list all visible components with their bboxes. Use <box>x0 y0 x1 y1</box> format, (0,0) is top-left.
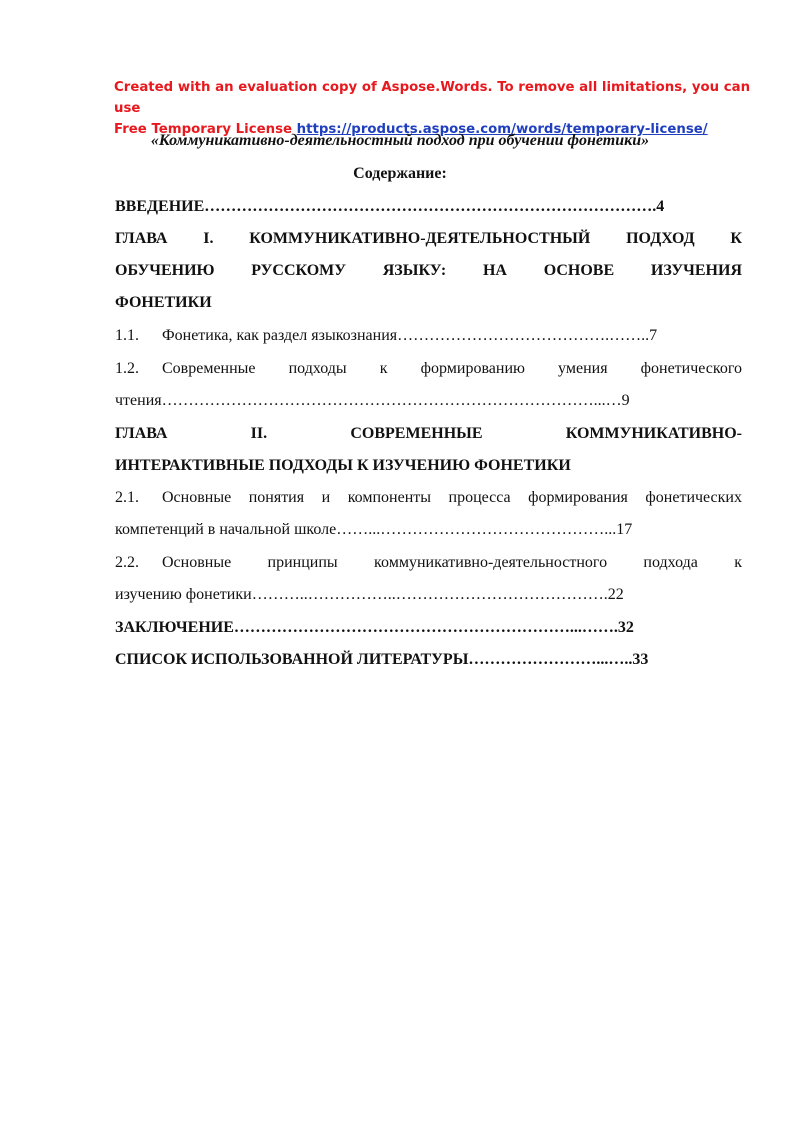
document-title: «Коммуникативно-деятельностный подход при обучении фонетики» <box>150 132 650 149</box>
toc-entry-section-1-2-line-1[interactable] <box>115 359 742 379</box>
toc-entry-section-2-1-line-1[interactable] <box>115 488 742 508</box>
toc-entry-chapter-2-line-2[interactable]: ИНТЕРАКТИВНЫЕ ПОДХОДЫ К ИЗУЧЕНИЮ ФОНЕТИКИ <box>115 457 571 474</box>
section-number: 1.1. <box>115 327 139 344</box>
toc-heading: Содержание: <box>353 165 447 182</box>
toc-entry-introduction[interactable]: ВВЕДЕНИЕ………………………………………………………………………….4 <box>115 198 665 215</box>
toc-entry-section-2-2-line-1[interactable] <box>115 553 742 573</box>
section-title: Основные понятия и компоненты процесса формирования фонетических <box>162 489 742 506</box>
toc-entry-section-2-2-line-2[interactable]: изучению фонетики………..……………..………………………………….22 <box>115 586 624 603</box>
section-title: Фонетика, как раздел языкознания………………………………….……..7 <box>162 327 658 344</box>
section-number: 2.1. <box>115 489 139 506</box>
toc-entry-references[interactable]: СПИСОК ИСПОЛЬЗОВАННОЙ ЛИТЕРАТУРЫ……………………...…..33 <box>115 651 649 668</box>
toc-entry-section-1-2-line-2[interactable]: чтения………………………………………………………………………...…9 <box>115 392 630 409</box>
watermark-line-1: Created with an evaluation copy of Aspose.Words. To remove all limitations, you can use <box>114 80 751 116</box>
toc-entry-chapter-1-line-2[interactable]: ОБУЧЕНИЮ РУССКОМУ ЯЗЫКУ: НА ОСНОВЕ ИЗУЧЕНИЯ <box>115 262 742 279</box>
section-number: 1.2. <box>115 360 139 377</box>
toc-entry-chapter-2-line-1[interactable]: ГЛАВА II. СОВРЕМЕННЫЕ КОММУНИКАТИВНО- <box>115 425 742 442</box>
watermark-license-label: Free Temporary License <box>114 122 293 137</box>
toc-entry-conclusion[interactable]: ЗАКЛЮЧЕНИЕ………………………………………………………...…….32 <box>115 619 634 636</box>
toc-entry-chapter-1-line-1[interactable]: ГЛАВА I. КОММУНИКАТИВНО-ДЕЯТЕЛЬНОСТНЫЙ ПОДХОД К <box>115 230 742 247</box>
toc-entry-chapter-1-line-3[interactable]: ФОНЕТИКИ <box>115 294 212 311</box>
toc-entry-section-2-1-line-2[interactable]: компетенций в начальной школе……...……………………………………...17 <box>115 521 633 538</box>
section-title: Современные подходы к формированию умения фонетического <box>162 360 742 377</box>
toc-entry-section-1-1[interactable] <box>115 326 742 346</box>
section-number: 2.2. <box>115 554 139 571</box>
section-title: Основные принципы коммуникативно-деятельностного подхода к <box>162 554 742 571</box>
license-link[interactable]: https://products.aspose.com/words/temporary-license/ <box>296 122 708 137</box>
